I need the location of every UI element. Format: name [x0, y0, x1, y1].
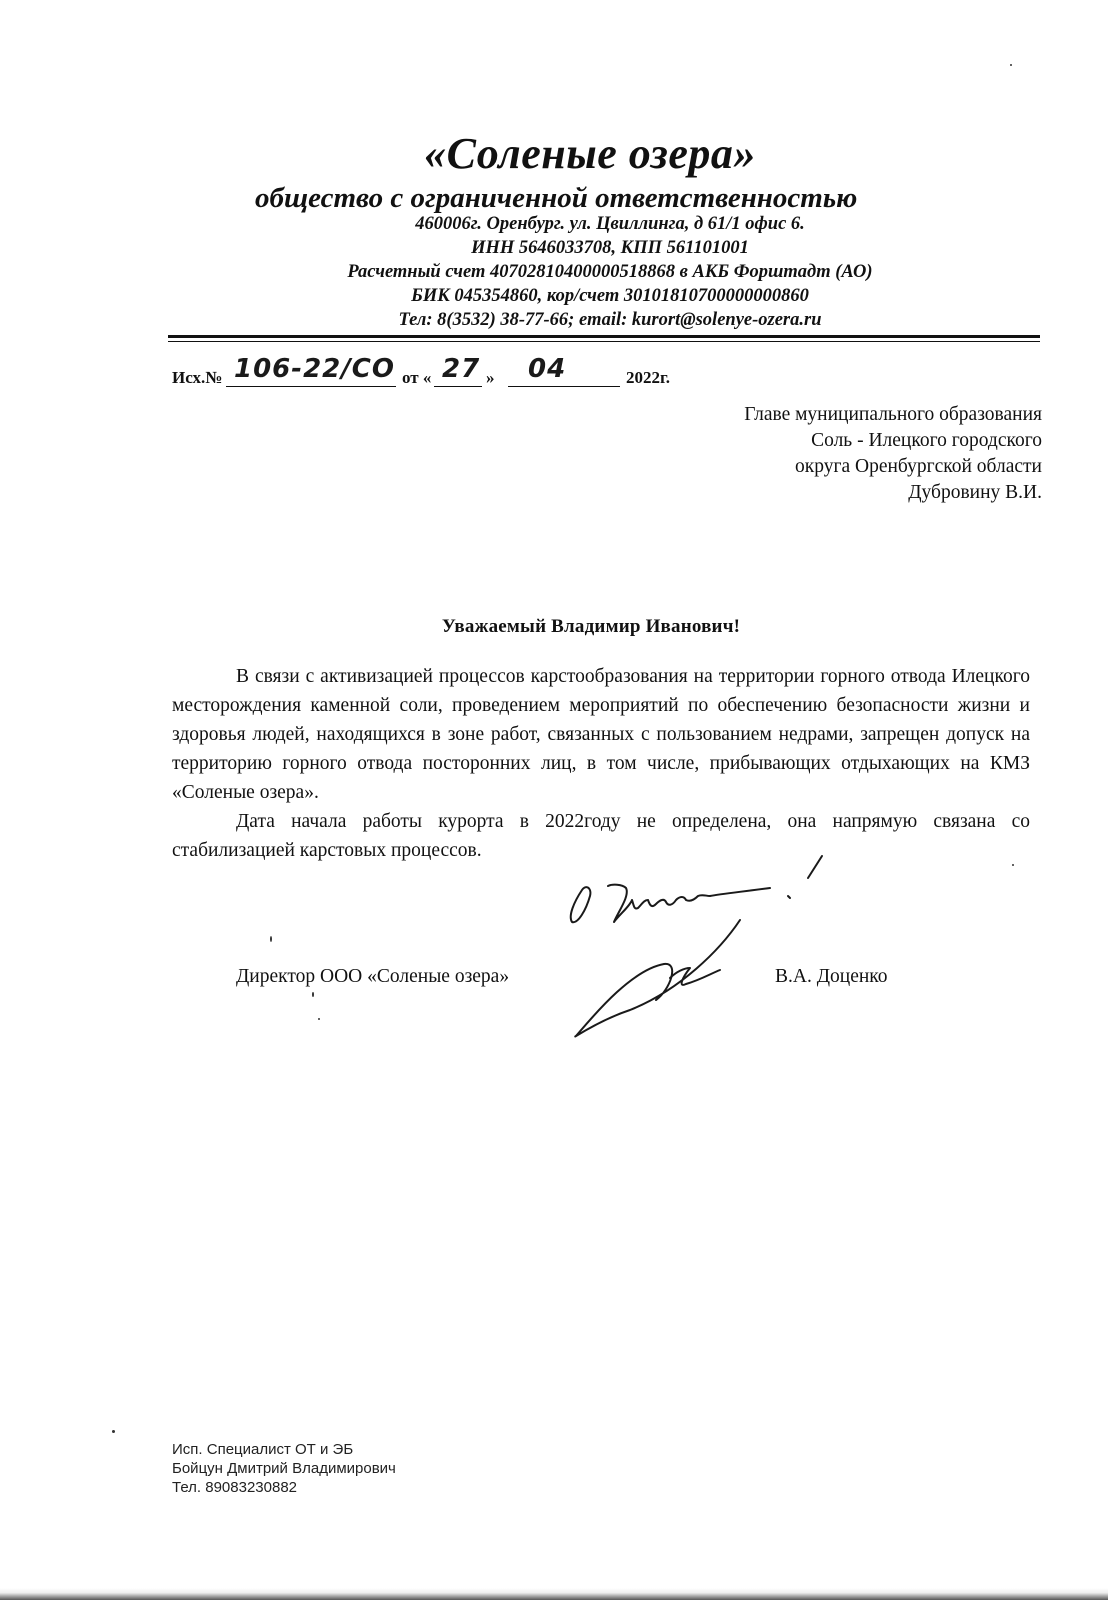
- org-bank-account: Расчетный счет 40702810400000518868 в АКБ Форштадт (АО): [347, 262, 873, 282]
- scan-speck: [318, 1018, 320, 1020]
- quote-close: »: [486, 368, 495, 387]
- executor-line: Тел. 89083230882: [172, 1479, 298, 1496]
- org-type: общество с ограниченной ответственностью: [255, 182, 858, 214]
- signatory-title: Директор ООО «Соленые озера»: [236, 966, 510, 987]
- executor-line: Бойцун Дмитрий Владимирович: [172, 1460, 396, 1477]
- outgoing-number-label: Исх.№: [172, 368, 223, 387]
- outgoing-month: 04: [528, 354, 567, 384]
- addressee-line: Главе муниципального образования: [744, 404, 1042, 425]
- scan-edge: [0, 1588, 1108, 1600]
- letterhead-divider-thin: [168, 341, 1040, 342]
- scan-speck: [112, 1430, 115, 1433]
- outgoing-year: 2022г.: [626, 368, 671, 387]
- addressee-line: Соль - Илецкого городского: [811, 430, 1042, 451]
- month-underline: [508, 386, 620, 387]
- executor-block: [172, 1440, 396, 1497]
- outgoing-date-label: от «: [402, 368, 432, 387]
- org-address: 460006г. Оренбург. ул. Цвиллинга, д 61/1 офис 6.: [415, 214, 805, 234]
- executor-line: Исп. Специалист ОТ и ЭБ: [172, 1441, 354, 1458]
- scan-speck: [1010, 64, 1012, 66]
- org-inn-kpp: ИНН 5646033708, КПП 561101001: [471, 238, 749, 258]
- addressee-block: [744, 402, 1042, 506]
- number-underline: [226, 386, 396, 387]
- body-paragraph: В связи с активизацией процессов карстообразования на территории горного отвода Илецкого месторождения каменной соли, проведением мероприятий по обеспечению безопасности жизни и здоровья людей, находящихся в зоне работ, связанных с пользованием недрами, запрещен допуск на территорию горного отвода посторонних лиц, в том числе, прибывающих отдыхающих на КМЗ «Соленые озера».: [172, 666, 1030, 803]
- org-contacts: Тел: 8(3532) 38-77-66; email: kurort@solenye-ozera.ru: [398, 310, 822, 330]
- body-paragraph: Дата начала работы курорта в 2022году не определена, она напрямую связана со стабилизацией карстовых процессов.: [172, 811, 1030, 861]
- letter-body: [172, 662, 1030, 865]
- scan-speck: [312, 992, 314, 997]
- addressee-line: Дубровину В.И.: [908, 482, 1042, 503]
- addressee-line: округа Оренбургской области: [795, 456, 1042, 477]
- outgoing-day: 27: [442, 354, 481, 384]
- handwritten-signature: [560, 850, 840, 1050]
- greeting: Уважаемый Владимир Иванович!: [441, 616, 741, 637]
- letterhead-divider: [168, 335, 1040, 338]
- day-underline: [434, 386, 482, 387]
- scan-speck: [270, 936, 272, 942]
- scan-speck: [1012, 864, 1014, 866]
- org-name: «Соленые озера»: [424, 129, 756, 178]
- org-bik: БИК 045354860, кор/счет 30101810700000000860: [411, 286, 809, 306]
- outgoing-number: 106-22/СО: [234, 354, 395, 384]
- signatory-name: В.А. Доценко: [775, 966, 888, 987]
